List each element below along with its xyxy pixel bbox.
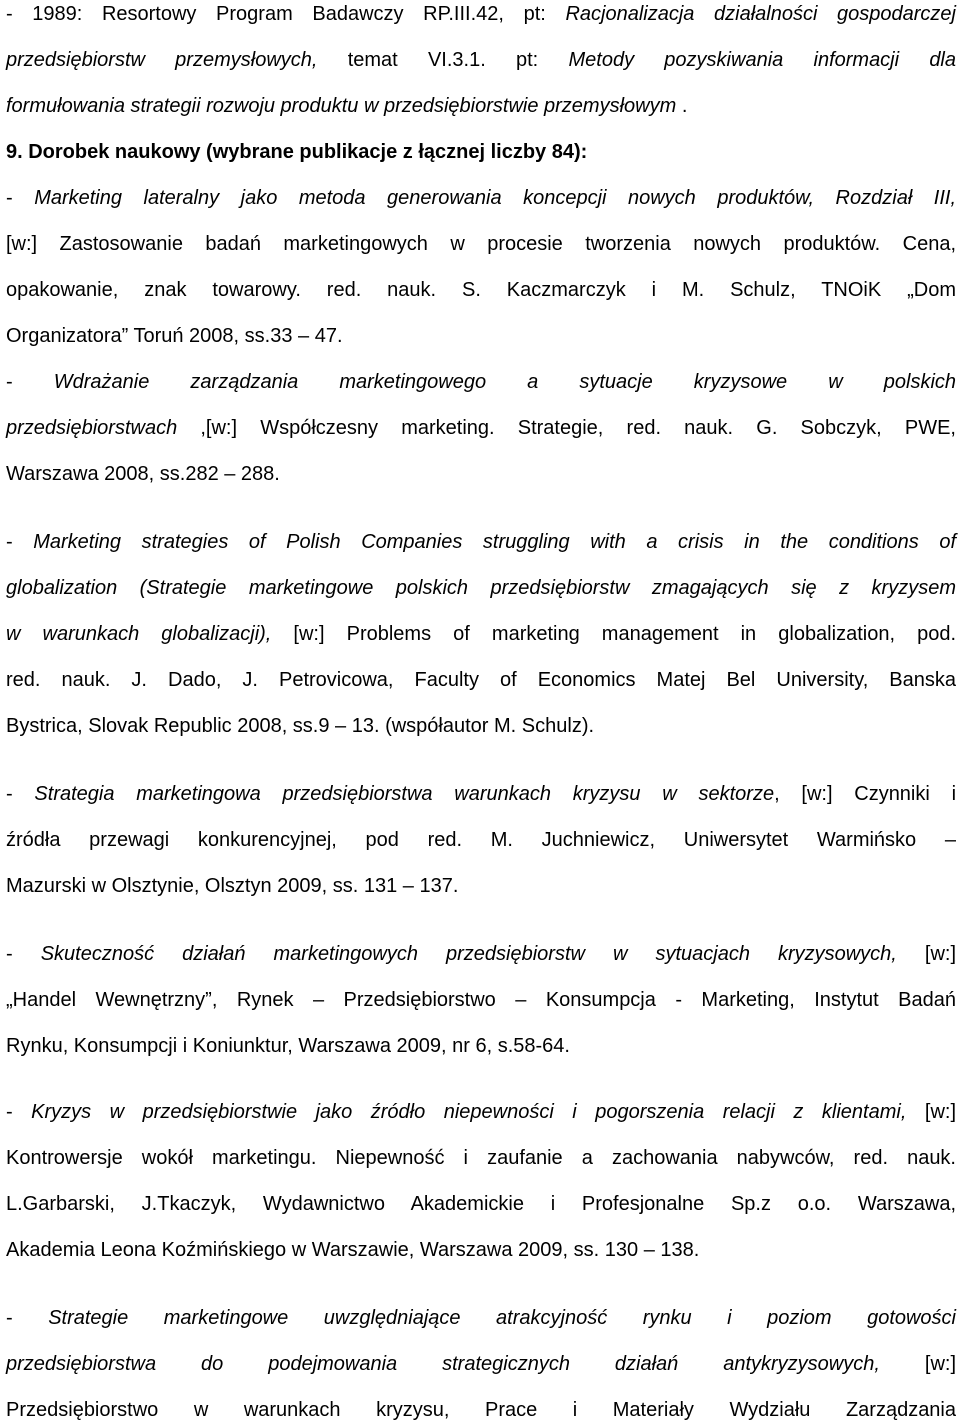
text-segment: - bbox=[6, 783, 35, 805]
text-segment: - bbox=[6, 187, 35, 209]
text-line bbox=[6, 1034, 570, 1058]
italic-title-text: Skuteczność działań marketingowych przedsiębiorstw w sytuacjach kryzysowych, bbox=[40, 943, 897, 965]
text-line bbox=[6, 2, 956, 26]
italic-title-text: Marketing strategies of Polish Companies struggling with a crisis in the conditions of bbox=[33, 531, 956, 553]
italic-title-text: Kryzys w przedsiębiorstwie jako źródło niepewności i pogorszenia relacji z klientami, bbox=[31, 1101, 907, 1123]
text-line bbox=[6, 278, 956, 302]
text-line bbox=[6, 416, 956, 440]
italic-title-text: Metody pozyskiwania informacji dla bbox=[568, 49, 957, 71]
text-line bbox=[6, 94, 687, 118]
text-segment: . bbox=[676, 95, 688, 117]
italic-title-text: Marketing lateralny jako metoda generowania koncepcji nowych produktów, Rozdział III, bbox=[34, 187, 957, 209]
text-segment: [w:] Problems of marketing management in globalization, pod. bbox=[271, 623, 956, 645]
text-segment: „Handel Wewnętrzny”, Rynek – Przedsiębiorstwo – Konsumpcja - Marketing, Instytut Badań bbox=[6, 989, 956, 1011]
text-segment: Kontrowersje wokół marketingu. Niepewność i zaufanie a zachowania nabywców, red. nauk. bbox=[6, 1147, 956, 1169]
section-heading: 9. Dorobek naukowy (wybrane publikacje z łącznej liczby 84): bbox=[6, 141, 588, 163]
text-line bbox=[6, 1146, 956, 1170]
text-segment: Bystrica, Slovak Republic 2008, ss.9 – 13. (współautor M. Schulz). bbox=[6, 715, 595, 737]
italic-title-text: formułowania strategii rozwoju produktu w przedsiębiorstwie przemysłowym bbox=[6, 95, 677, 117]
text-segment: - 1989: Resortowy Program Badawczy RP.III.42, pt: bbox=[6, 3, 566, 25]
text-segment: Rynku, Konsumpcji i Koniunktur, Warszawa 2009, nr 6, s.58-64. bbox=[6, 1035, 570, 1057]
text-line bbox=[6, 1306, 956, 1330]
text-segment: [w:] bbox=[879, 1353, 956, 1375]
italic-title-text: Strategie marketingowe uwzględniające atrakcyjność rynku i poziom gotowości bbox=[48, 1307, 957, 1329]
text-line bbox=[6, 576, 956, 600]
text-line bbox=[6, 186, 956, 210]
text-segment: Warszawa 2008, ss.282 – 288. bbox=[6, 463, 280, 485]
text-segment: - bbox=[6, 1101, 32, 1123]
text-segment: Przedsiębiorstwo w warunkach kryzysu, Prace i Materiały Wydziału Zarządzania bbox=[6, 1399, 956, 1421]
text-segment: ,[w:] Współczesny marketing. Strategie, red. nauk. G. Sobczyk, PWE, bbox=[177, 417, 956, 439]
text-line bbox=[6, 48, 956, 72]
italic-title-text: przedsiębiorstwach bbox=[6, 417, 178, 439]
italic-title-text: w warunkach globalizacji), bbox=[6, 623, 272, 645]
text-segment: [w:] bbox=[906, 1101, 956, 1123]
text-line bbox=[6, 988, 956, 1012]
text-line bbox=[6, 668, 956, 692]
text-segment: Organizatora” Toruń 2008, ss.33 – 47. bbox=[6, 325, 343, 347]
text-line bbox=[6, 232, 956, 256]
italic-title-text: globalization (Strategie marketingowe polskich przedsiębiorstw zmagających się z kryzysem bbox=[6, 577, 956, 599]
text-segment: L.Garbarski, J.Tkaczyk, Wydawnictwo Akademickie i Profesjonalne Sp.z o.o. Warszawa, bbox=[6, 1193, 956, 1215]
italic-title-text: Strategia marketingowa przedsiębiorstwa warunkach kryzysu w sektorze bbox=[34, 783, 775, 805]
text-segment: - bbox=[6, 943, 41, 965]
text-line bbox=[6, 828, 956, 852]
text-segment: [w:] Zastosowanie badań marketingowych w procesie tworzenia nowych produktów. Cena, bbox=[6, 233, 956, 255]
text-line bbox=[6, 370, 956, 394]
text-line bbox=[6, 714, 594, 738]
italic-title-text: przedsiębiorstwa do podejmowania strategicznych działań antykryzysowych, bbox=[6, 1353, 880, 1375]
text-segment: , [w:] Czynniki i bbox=[774, 783, 957, 805]
text-line bbox=[6, 1238, 699, 1262]
text-segment: red. nauk. J. Dado, J. Petrovicowa, Faculty of Economics Matej Bel University, Banska bbox=[6, 669, 956, 691]
text-segment: źródła przewagi konkurencyjnej, pod red. M. Juchniewicz, Uniwersytet Warmińsko – bbox=[6, 829, 956, 851]
text-line bbox=[6, 1352, 956, 1376]
text-segment: - bbox=[6, 371, 54, 393]
text-segment: Akademia Leona Koźmińskiego w Warszawie, Warszawa 2009, ss. 130 – 138. bbox=[6, 1239, 700, 1261]
italic-title-text: Wdrażanie zarządzania marketingowego a sytuacje kryzysowe w polskich bbox=[53, 371, 957, 393]
italic-title-text: Racjonalizacja działalności gospodarczej bbox=[565, 3, 956, 25]
text-line bbox=[6, 1398, 956, 1422]
text-line bbox=[6, 1192, 956, 1216]
text-line bbox=[6, 622, 956, 646]
text-segment: Mazurski w Olsztynie, Olsztyn 2009, ss. 131 – 137. bbox=[6, 875, 459, 897]
text-line bbox=[6, 530, 956, 554]
text-segment: temat VI.3.1. pt: bbox=[317, 49, 569, 71]
text-line bbox=[6, 874, 458, 898]
text-line bbox=[6, 140, 587, 164]
italic-title-text: przedsiębiorstw przemysłowych, bbox=[6, 49, 318, 71]
text-segment: opakowanie, znak towarowy. red. nauk. S. Kaczmarczyk i M. Schulz, TNOiK „Dom bbox=[6, 279, 956, 301]
text-line bbox=[6, 942, 956, 966]
text-line bbox=[6, 324, 343, 348]
text-segment: - bbox=[6, 1307, 49, 1329]
text-line bbox=[6, 462, 280, 486]
text-line bbox=[6, 1100, 956, 1124]
text-segment: [w:] bbox=[896, 943, 957, 965]
text-segment: - bbox=[6, 531, 34, 553]
text-line bbox=[6, 782, 956, 806]
